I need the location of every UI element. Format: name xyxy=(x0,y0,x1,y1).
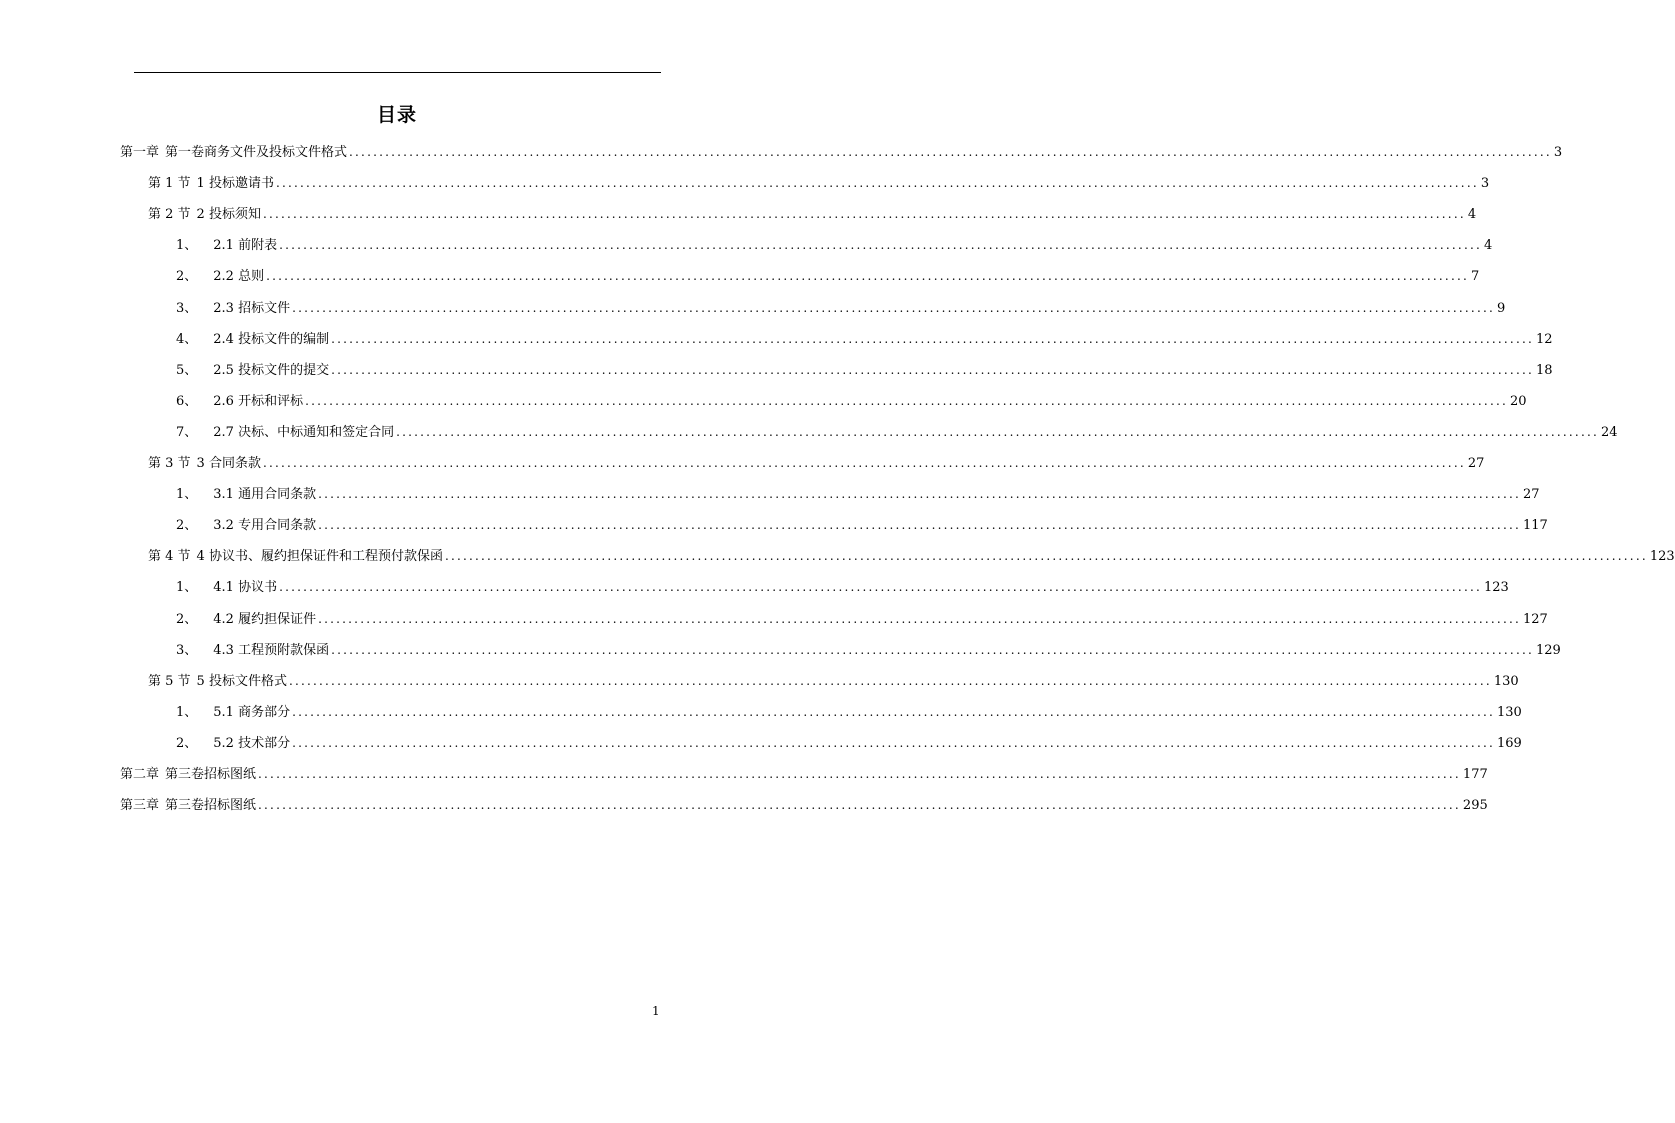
toc-entry-label: 第三卷招标图纸 xyxy=(165,798,257,814)
toc-entry-heading xyxy=(176,577,277,599)
toc-entry-label: 1 投标邀请书 xyxy=(196,176,274,192)
toc-leader-dots: ........................................................................................................................................................................................................ xyxy=(292,704,1495,719)
toc-entry-label: 5.2 技术部分 xyxy=(213,735,291,751)
toc-entry-label: 5 投标文件格式 xyxy=(196,673,287,689)
toc-entry-heading xyxy=(176,360,329,382)
toc-entry-prefix: 1、 xyxy=(176,238,198,254)
toc-entry-prefix: 1、 xyxy=(176,704,198,720)
toc-entry[interactable] xyxy=(176,576,1509,598)
toc-entry[interactable] xyxy=(176,265,1480,287)
toc-entry[interactable] xyxy=(176,390,1527,412)
toc-entry[interactable] xyxy=(176,421,1618,443)
toc-entry-page: 169 xyxy=(1496,735,1522,751)
toc-entry-label: 第三卷招标图纸 xyxy=(165,767,257,782)
toc-entry-page: 3 xyxy=(1480,176,1490,192)
toc-entry-page: 130 xyxy=(1493,673,1519,689)
toc-entry-label: 2.6 开标和评标 xyxy=(213,393,304,409)
toc-entry-page: 130 xyxy=(1496,704,1522,720)
toc-entry-prefix: 第 4 节 xyxy=(148,549,191,565)
toc-entry-label: 2 投标须知 xyxy=(196,207,261,223)
toc-leader-dots: ........................................................................................................................................................................................................ xyxy=(305,393,1508,408)
header-rule xyxy=(134,72,661,73)
toc-entry[interactable] xyxy=(176,608,1548,630)
toc-entry-prefix: 4、 xyxy=(176,331,198,347)
toc-entry-heading xyxy=(120,795,256,817)
toc-entry-page: 3 xyxy=(1553,145,1563,160)
toc-leader-dots: ........................................................................................................................................................................................................ xyxy=(396,424,1599,439)
toc-entry[interactable] xyxy=(120,763,1488,785)
toc-entry-page: 4 xyxy=(1467,207,1477,223)
toc-title: 目录 xyxy=(376,104,417,126)
toc-entry-label: 5.1 商务部分 xyxy=(213,704,291,720)
toc-entry-page: 27 xyxy=(1467,456,1485,471)
toc-leader-dots: ........................................................................................................................................................................................................ xyxy=(318,518,1521,533)
toc-entry-prefix: 第一章 xyxy=(120,145,160,160)
toc-entry[interactable] xyxy=(148,203,1477,225)
toc-leader-dots: ........................................................................................................................................................................................................ xyxy=(288,673,1492,688)
toc-leader-dots: ........................................................................................................................................................................................................ xyxy=(292,300,1495,315)
toc-entry-label: 3 合同条款 xyxy=(196,456,261,471)
toc-entry-heading xyxy=(148,173,274,195)
toc-entry[interactable] xyxy=(148,172,1490,194)
toc-entry-page: 123 xyxy=(1483,580,1509,596)
toc-entry-prefix: 1、 xyxy=(176,580,198,596)
toc-leader-dots: ........................................................................................................................................................................................................ xyxy=(331,362,1534,377)
toc-entry-label: 4.3 工程预附款保函 xyxy=(213,642,330,658)
toc-entry-heading xyxy=(176,298,290,320)
toc-entry[interactable] xyxy=(176,732,1522,754)
toc-entry-page: 4 xyxy=(1483,238,1493,254)
toc-leader-dots: ........................................................................................................................................................................................................ xyxy=(331,331,1534,346)
toc-entry-heading xyxy=(176,609,316,631)
toc-leader-dots: ........................................................................................................................................................................................................ xyxy=(444,549,1648,564)
toc-leader-dots: ........................................................................................................................................................................................................ xyxy=(266,269,1469,284)
toc-entry-heading xyxy=(148,546,443,568)
toc-leader-dots: ........................................................................................................................................................................................................ xyxy=(258,767,1461,781)
toc-entry-label: 4.1 协议书 xyxy=(213,580,278,596)
toc-entry-label: 3.2 专用合同条款 xyxy=(213,518,317,534)
toc-entry-prefix: 2、 xyxy=(176,269,198,285)
toc-entry-prefix: 1、 xyxy=(176,487,198,503)
toc-leader-dots: ........................................................................................................................................................................................................ xyxy=(349,145,1552,159)
toc-entry-heading xyxy=(176,733,290,755)
toc-entry[interactable] xyxy=(120,794,1488,816)
toc-leader-dots: ........................................................................................................................................................................................................ xyxy=(318,611,1521,626)
toc-entry-heading xyxy=(176,266,264,288)
toc-entry-prefix: 5、 xyxy=(176,362,198,378)
toc-entry-prefix: 第 5 节 xyxy=(148,673,191,689)
toc-leader-dots: ........................................................................................................................................................................................................ xyxy=(258,798,1461,813)
toc-entry-label: 2.5 投标文件的提交 xyxy=(213,362,330,378)
toc-entry-page: 177 xyxy=(1462,767,1488,782)
toc-entry[interactable] xyxy=(148,545,1675,567)
toc-entry-heading xyxy=(176,702,290,724)
toc-entry-page: 20 xyxy=(1509,393,1527,409)
toc-entry-prefix: 2、 xyxy=(176,735,198,751)
toc-entry-prefix: 2、 xyxy=(176,518,198,534)
toc-entry-heading xyxy=(176,515,316,537)
toc-entry-label: 4 协议书、履约担保证件和工程预付款保函 xyxy=(196,549,443,565)
toc-entry-heading xyxy=(148,204,261,226)
toc-entry-prefix: 2、 xyxy=(176,611,198,627)
toc-entry-page: 9 xyxy=(1496,300,1506,316)
page-number: 1 xyxy=(652,1004,660,1018)
toc-entry-page: 127 xyxy=(1522,611,1548,627)
toc-entry-label: 2.3 招标文件 xyxy=(213,300,291,316)
toc-entry-label: 3.1 通用合同条款 xyxy=(213,487,317,503)
toc-entry-heading xyxy=(148,453,261,475)
toc-entry-heading xyxy=(176,329,329,351)
toc-entry-page: 24 xyxy=(1600,424,1618,440)
toc-entry-label: 4.2 履约担保证件 xyxy=(213,611,317,627)
toc-entry-heading xyxy=(176,391,303,413)
toc-entry-prefix: 7、 xyxy=(176,424,198,440)
toc-entry-prefix: 第 1 节 xyxy=(148,176,191,192)
toc-entry[interactable] xyxy=(176,359,1553,381)
toc-entry[interactable] xyxy=(176,639,1561,661)
toc-entry-page: 27 xyxy=(1522,487,1540,503)
toc-entry-label: 2.1 前附表 xyxy=(213,238,278,254)
toc-entry-heading xyxy=(120,142,347,164)
toc-entry-page: 7 xyxy=(1470,269,1480,285)
toc-entry[interactable] xyxy=(176,701,1522,723)
toc-entry[interactable] xyxy=(148,670,1519,692)
toc-entry-page: 123 xyxy=(1649,549,1675,565)
toc-entry-page: 12 xyxy=(1535,331,1553,347)
toc-entry-heading xyxy=(176,640,329,662)
toc-entry[interactable] xyxy=(176,514,1548,536)
toc-entry-prefix: 3、 xyxy=(176,642,198,658)
toc-leader-dots: ........................................................................................................................................................................................................ xyxy=(262,207,1466,222)
toc-entry-heading xyxy=(148,671,287,693)
toc-entry-heading xyxy=(176,235,277,257)
toc-entry[interactable] xyxy=(176,234,1493,256)
toc-leader-dots: ........................................................................................................................................................................................................ xyxy=(331,642,1534,657)
toc-entry-page: 117 xyxy=(1522,518,1548,534)
toc-entry-page: 295 xyxy=(1462,798,1488,814)
toc-entry-heading xyxy=(176,484,316,506)
toc-entry-page: 129 xyxy=(1535,642,1561,658)
toc-leader-dots: ........................................................................................................................................................................................................ xyxy=(292,735,1495,750)
toc-entry-label: 2.4 投标文件的编制 xyxy=(213,331,330,347)
toc-entry-label: 第一卷商务文件及投标文件格式 xyxy=(165,145,348,160)
toc-entry-heading xyxy=(120,764,256,786)
toc-entry-page: 18 xyxy=(1535,362,1553,378)
toc-entry-prefix: 6、 xyxy=(176,393,198,409)
toc-leader-dots: ........................................................................................................................................................................................................ xyxy=(279,580,1482,595)
toc-entry[interactable] xyxy=(120,141,1563,163)
toc-entry-label: 2.7 决标、中标通知和签定合同 xyxy=(213,424,395,440)
toc-leader-dots: ........................................................................................................................................................................................................ xyxy=(318,487,1521,502)
toc-entry[interactable] xyxy=(148,452,1485,474)
toc-entry-label: 2.2 总则 xyxy=(213,269,265,285)
toc-entry[interactable] xyxy=(176,483,1540,505)
toc-entry-prefix: 第 3 节 xyxy=(148,456,191,471)
toc-entry-prefix: 第二章 xyxy=(120,767,160,782)
toc-entry[interactable] xyxy=(176,328,1553,350)
toc-leader-dots: ........................................................................................................................................................................................................ xyxy=(262,456,1466,470)
toc-entry[interactable] xyxy=(176,297,1506,319)
toc-leader-dots: ........................................................................................................................................................................................................ xyxy=(279,238,1482,253)
toc-entry-prefix: 3、 xyxy=(176,300,198,316)
toc-leader-dots: ........................................................................................................................................................................................................ xyxy=(275,176,1479,191)
toc-entry-prefix: 第 2 节 xyxy=(148,207,191,223)
toc-entry-prefix: 第三章 xyxy=(120,798,160,814)
toc-entry-heading xyxy=(176,422,394,444)
